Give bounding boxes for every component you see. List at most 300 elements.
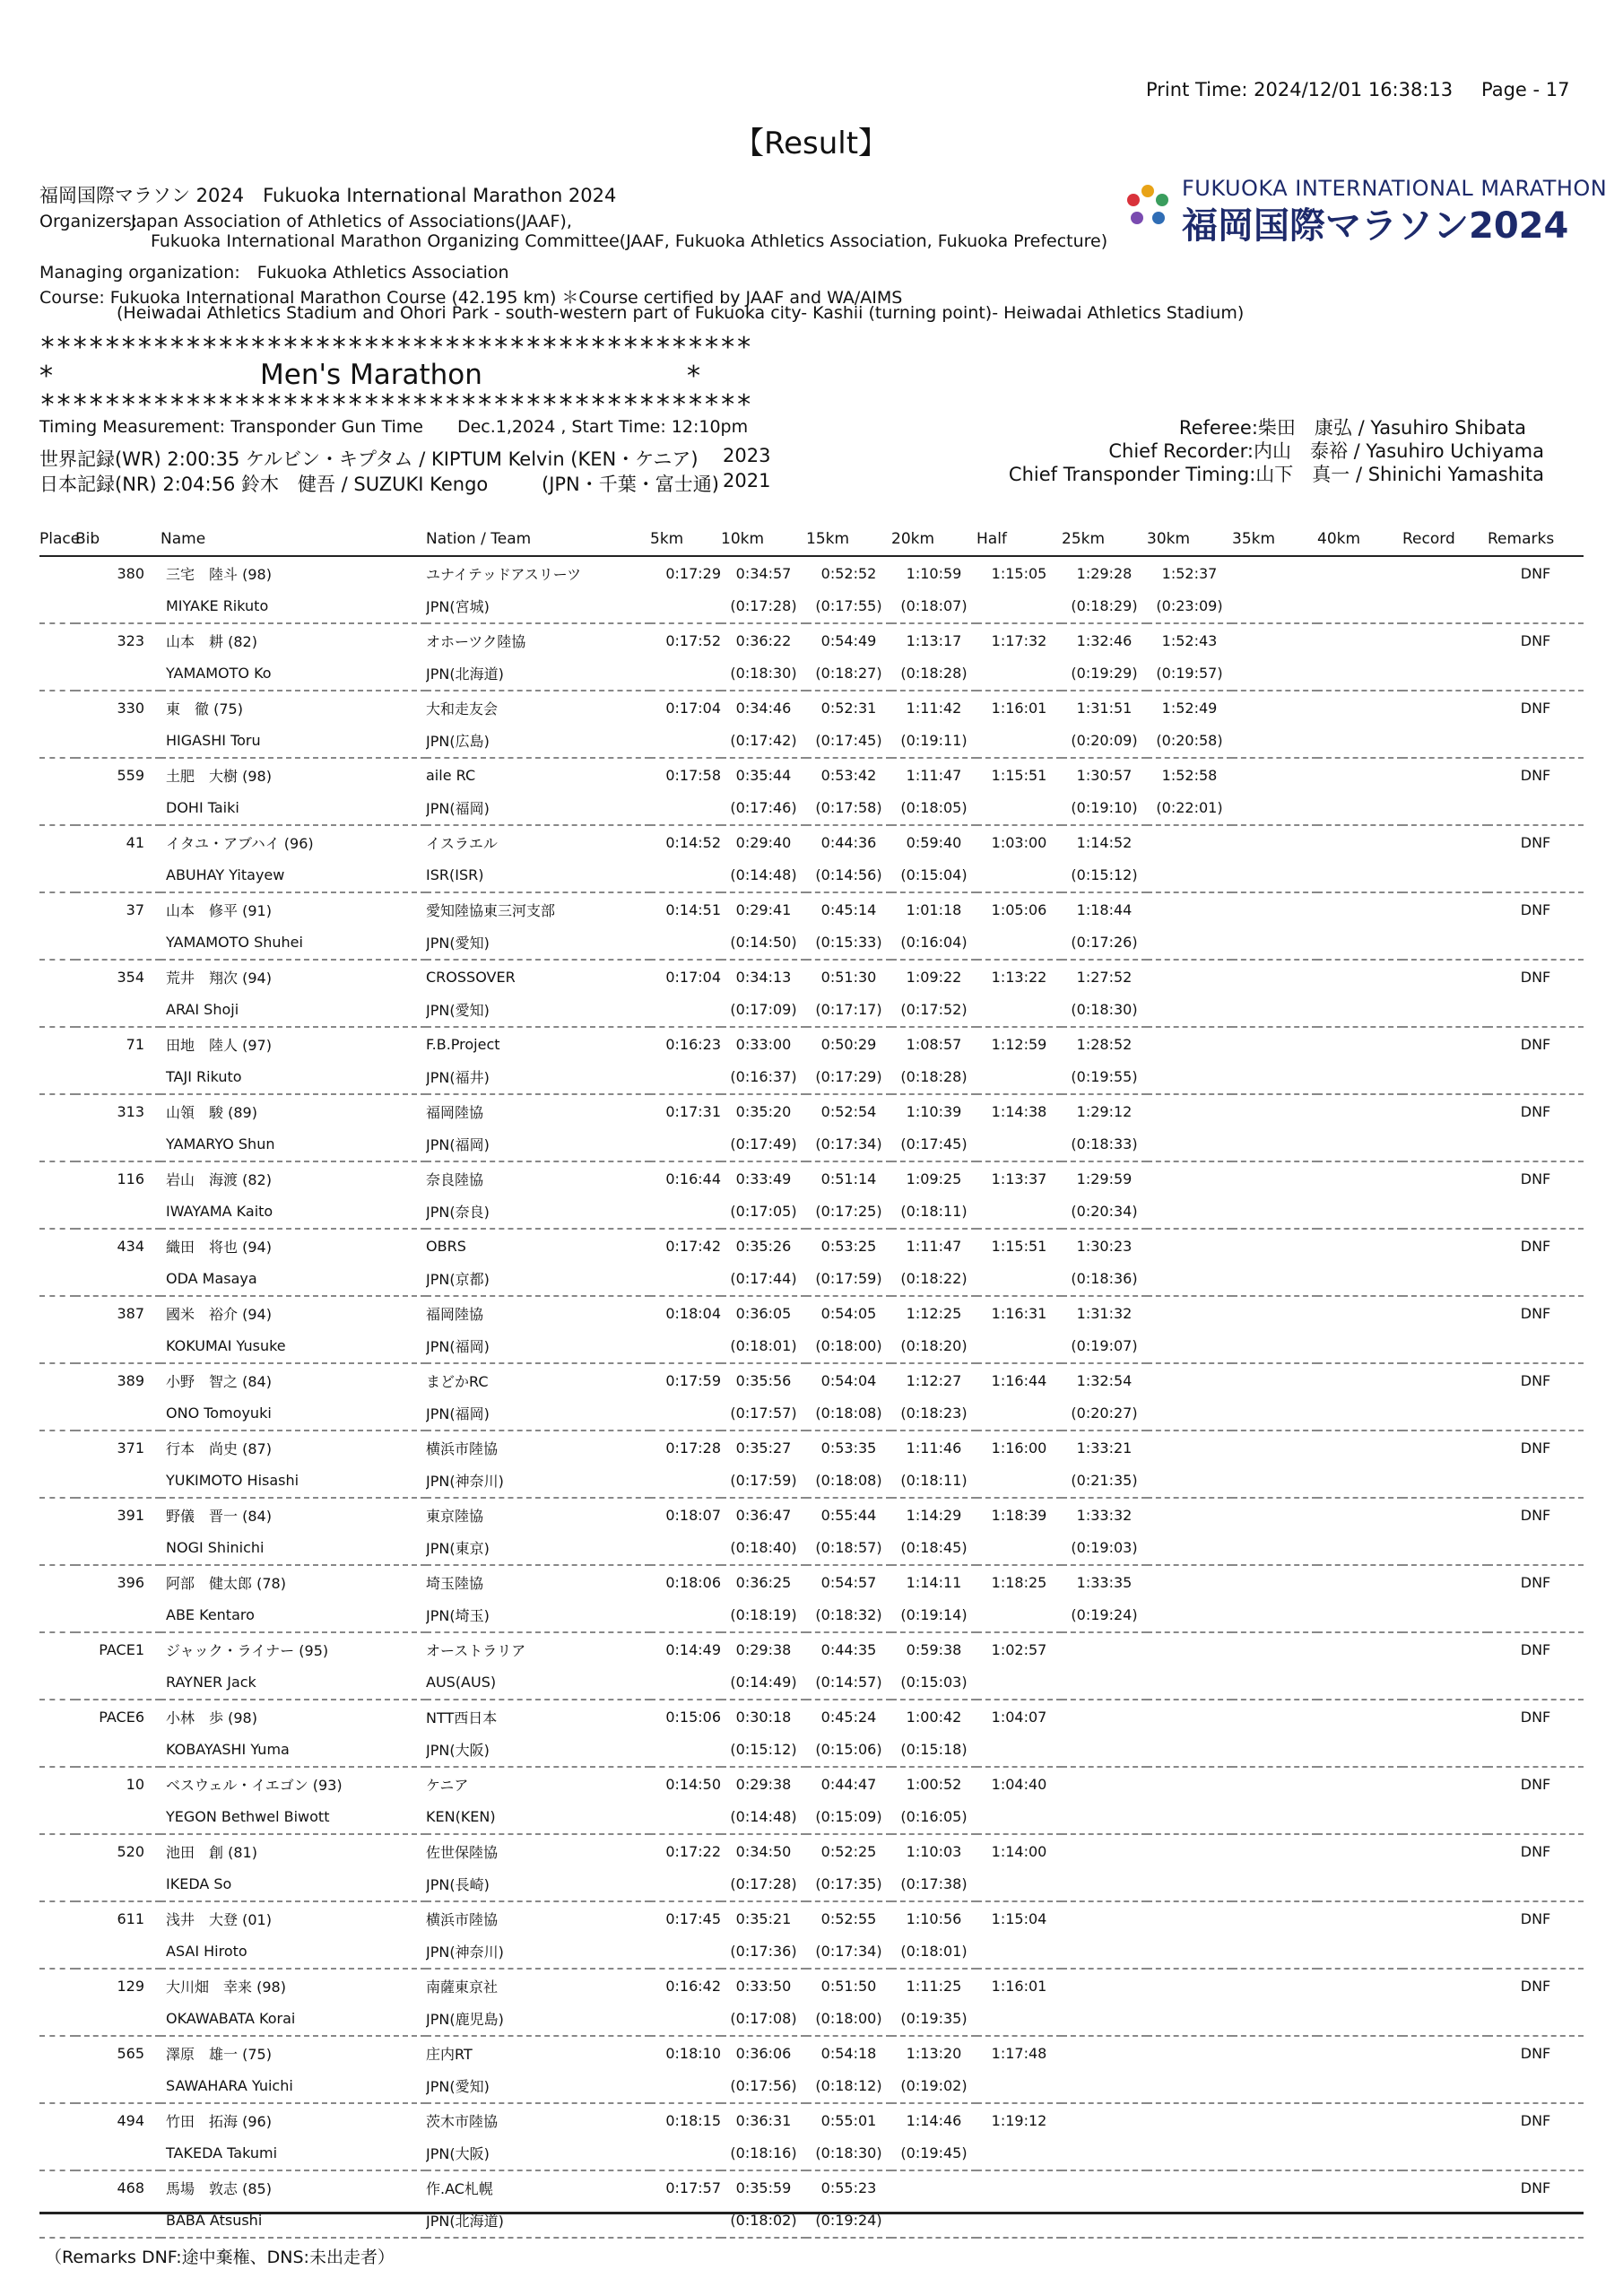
remarks-cell: DNF [1520,1640,1551,1658]
lap-time [976,657,1062,691]
split-time: 0:16:23 [665,1035,721,1053]
split-time: 0:18:15 [665,2111,721,2129]
split-time: 0:17:52 [665,631,721,649]
empty-cell [1402,1599,1488,1633]
empty-cell [1402,1397,1488,1431]
split-time-40km [1317,691,1402,725]
split-time [1147,1431,1232,1465]
split-time-40km [1317,1363,1402,1397]
split-time: 1:15:51 [991,1237,1047,1255]
split-time [1147,1969,1232,2003]
team-cell: 奈良陸協 [426,1170,484,1188]
split-time-35km [1232,825,1317,859]
split-time: 1:13:17 [906,631,962,649]
split-time-40km [1317,1161,1402,1196]
record-cell [1402,1969,1488,2003]
empty-cell [1317,792,1402,826]
team-cell: 愛知陸協東三河支部 [426,901,556,919]
empty-cell [1232,2205,1317,2239]
split-time: 0:34:57 [735,564,792,582]
split-time: 0:34:50 [735,1842,792,1860]
lap-time [1147,859,1232,893]
remarks-cell: DNF [1520,2111,1551,2129]
empty-cell [1488,1263,1584,1297]
empty-cell [1317,725,1402,759]
lap-time [976,2070,1062,2104]
split-time-35km [1232,1498,1317,1532]
place-cell [39,590,75,624]
empty-cell [1488,2003,1584,2037]
bib-cell: 389 [117,1371,144,1389]
empty-cell [1317,1397,1402,1431]
split-time: 0:34:13 [735,968,792,986]
split-time: 0:52:25 [820,1842,877,1860]
nation-cell: JPN(福岡) [426,1128,650,1162]
split-time: 0:55:44 [820,1506,877,1524]
split-time: 1:15:05 [991,564,1047,582]
split-time [1062,1834,1147,1868]
athlete-name-en: DOHI Taiki [161,792,426,826]
athlete-name-jp: 土肥 大樹 (98) [166,767,272,785]
empty-cell [1402,1330,1488,1364]
split-time [1147,1027,1232,1061]
split-time: 1:52:58 [1161,766,1218,784]
lap-time [1147,2070,1232,2104]
lap-time [650,590,721,624]
table-row [39,1901,1584,1935]
lap-time: (0:17:46) [721,792,806,826]
split-time: 1:14:46 [906,2111,962,2129]
empty-cell [1317,1196,1402,1230]
split-time: 1:00:52 [906,1775,962,1793]
remarks-legend: （Remarks DNF:途中棄権、DNS:未出走者） [45,2248,395,2267]
bib-cell [75,792,161,826]
lap-time [1062,2070,1147,2104]
remarks-cell: DNF [1520,1035,1551,1053]
split-time: 0:17:42 [665,1237,721,1255]
record-cell [1402,2170,1488,2205]
lap-time: (0:14:57) [806,1666,891,1700]
split-time: 1:15:04 [991,1909,1047,1927]
logo-japanese: 福岡国際マラソン2024 [1182,205,1569,247]
lap-time [1062,1801,1147,1835]
lap-time [976,1128,1062,1162]
bib-cell: 396 [117,1573,144,1591]
split-time: 0:30:18 [735,1708,792,1726]
athlete-name-en: HIGASHI Toru [161,725,426,759]
col-25km: 25km [1062,523,1147,556]
lap-time [1147,1196,1232,1230]
remarks-cell: DNF [1520,1977,1551,1995]
team-cell: OBRS [426,1237,466,1255]
bib-cell: 565 [117,2044,144,2062]
managing-organization: Managing organization: Fukuoka Athletics Association [39,263,509,283]
empty-cell [1402,1666,1488,1700]
lap-time: (0:18:40) [721,1532,806,1566]
split-time: 0:51:30 [820,968,877,986]
lap-time: (0:14:48) [721,859,806,893]
lap-time: (0:17:45) [806,725,891,759]
bib-cell [75,1330,161,1364]
split-time: 0:52:31 [820,699,877,717]
table-row-laps [39,1263,1584,1297]
table-row-laps [39,2205,1584,2239]
split-time: 0:33:50 [735,1977,792,1995]
stars-top: ******************************************** [39,332,752,363]
table-row-laps [39,590,1584,624]
athlete-name-en: ABUHAY Yitayew [161,859,426,893]
split-time: 0:14:52 [665,833,721,851]
split-time: 1:28:52 [1076,1035,1133,1053]
place-cell [39,1363,75,1397]
lap-time [650,657,721,691]
empty-cell [1488,657,1584,691]
lap-time: (0:16:04) [891,926,976,961]
bib-cell: 37 [126,900,144,918]
split-time-35km [1232,1094,1317,1128]
place-cell [39,1128,75,1162]
athlete-name-en: KOKUMAI Yusuke [161,1330,426,1364]
empty-cell [1317,2003,1402,2037]
bib-cell: 387 [117,1304,144,1322]
lap-time: (0:18:19) [721,1599,806,1633]
place-cell [39,1801,75,1835]
lap-time: (0:17:56) [721,2070,806,2104]
lap-time: (0:18:27) [806,657,891,691]
stars-right: * [687,361,700,392]
remarks-cell: DNF [1520,900,1551,918]
table-row [39,1027,1584,1061]
lap-time [650,792,721,826]
athlete-name-jp: 竹田 拓海 (96) [166,2112,272,2130]
place-cell [39,1599,75,1633]
table-row [39,2103,1584,2137]
bib-cell [75,1061,161,1095]
col-nation: Nation / Team [426,523,650,556]
col-20km: 20km [891,523,976,556]
empty-cell [1232,926,1317,961]
national-record-year: 2021 [723,470,771,491]
remarks-cell: DNF [1520,766,1551,784]
split-time: 1:11:46 [906,1439,962,1457]
table-row [39,1094,1584,1128]
lap-time: (0:17:09) [721,994,806,1028]
empty-cell [1317,1734,1402,1768]
split-time: 1:52:43 [1161,631,1218,649]
split-time-40km [1317,1632,1402,1666]
table-row-laps [39,2003,1584,2037]
athlete-name-jp: 小林 歩 (98) [166,1709,257,1726]
split-time: 1:31:51 [1076,699,1133,717]
lap-time: (0:18:33) [1062,1128,1147,1162]
split-time-40km [1317,1901,1402,1935]
nation-cell: ISR(ISR) [426,859,650,893]
remarks-cell: DNF [1520,631,1551,649]
empty-cell [1232,1599,1317,1633]
course-line-2: (Heiwadai Athletics Stadium and Ohori Park - south-western part of Fukuoka city- Kashii (turning point)- Heiwadai Athletics Stadium) [117,303,1245,323]
record-cell [1402,1834,1488,1868]
table-row [39,623,1584,657]
split-time: 0:54:57 [820,1573,877,1591]
split-time [1062,2036,1147,2070]
split-time: 0:36:25 [735,1573,792,1591]
bib-cell [75,1734,161,1768]
table-row [39,1632,1584,1666]
split-time [1147,1498,1232,1532]
split-time: 0:18:10 [665,2044,721,2062]
place-cell [39,1296,75,1330]
split-time-35km [1232,1363,1317,1397]
world-record-year: 2023 [723,445,771,466]
record-cell [1402,1498,1488,1532]
lap-time [1062,1666,1147,1700]
lap-time [1147,1061,1232,1095]
split-time-35km [1232,1161,1317,1196]
results-table [39,523,1584,2239]
split-time: 0:14:50 [665,1775,721,1793]
split-time [1147,1565,1232,1599]
lap-time: (0:18:05) [891,792,976,826]
lap-time [976,1465,1062,1499]
lap-time [1062,2205,1147,2239]
split-time: 0:34:46 [735,699,792,717]
empty-cell [1317,2205,1402,2239]
bib-cell [75,657,161,691]
lap-time: (0:19:10) [1062,792,1147,826]
empty-cell [1488,590,1584,624]
remarks-cell: DNF [1520,968,1551,986]
empty-cell [1232,1061,1317,1095]
lap-time: (0:17:38) [891,1868,976,1902]
lap-time: (0:17:44) [721,1263,806,1297]
empty-cell [1402,657,1488,691]
split-time: 0:52:52 [820,564,877,582]
split-time: 0:59:40 [906,833,962,851]
split-time: 1:12:25 [906,1304,962,1322]
record-cell [1402,1161,1488,1196]
split-time: 1:10:56 [906,1909,962,1927]
place-cell [39,1196,75,1230]
split-time: 1:11:25 [906,1977,962,1995]
bib-cell: 494 [117,2111,144,2129]
bib-cell: 129 [117,1977,144,1995]
lap-time: (0:19:55) [1062,1061,1147,1095]
athlete-name-en: IWAYAMA Kaito [161,1196,426,1230]
remarks-cell: DNF [1520,2179,1551,2196]
table-row-laps [39,725,1584,759]
empty-cell [1232,1196,1317,1230]
table-row-laps [39,1532,1584,1566]
lap-time [650,2137,721,2171]
lap-time: (0:15:18) [891,1734,976,1768]
split-time: 0:17:04 [665,699,721,717]
empty-cell [1488,1196,1584,1230]
team-cell: オホーツク陸協 [426,632,526,650]
split-time-40km [1317,1767,1402,1801]
team-cell: 作.AC札幌 [426,2179,493,2197]
lap-time: (0:20:09) [1062,725,1147,759]
empty-cell [1488,1397,1584,1431]
split-time-40km [1317,1565,1402,1599]
empty-cell [1317,1128,1402,1162]
split-time: 1:12:59 [991,1035,1047,1053]
athlete-name-jp: 馬場 敦志 (85) [166,2179,272,2197]
split-time-35km [1232,1901,1317,1935]
athlete-name-en: ARAI Shoji [161,994,426,1028]
table-row [39,2170,1584,2205]
empty-cell [1232,859,1317,893]
nation-cell: JPN(大阪) [426,2137,650,2171]
empty-cell [1488,1935,1584,1970]
athlete-name-en: BABA Atsushi [161,2205,426,2239]
place-cell [39,1263,75,1297]
lap-time [976,792,1062,826]
athlete-name-jp: イタユ・アブハイ (96) [166,834,314,852]
lap-time [650,2003,721,2037]
empty-cell [1488,1801,1584,1835]
bib-cell [75,1935,161,1970]
split-time: 1:14:29 [906,1506,962,1524]
table-row [39,1498,1584,1532]
split-time: 0:18:07 [665,1506,721,1524]
split-time: 0:51:14 [820,1170,877,1187]
lap-time: (0:18:08) [806,1465,891,1499]
record-cell [1402,1700,1488,1734]
lap-time [976,1599,1062,1633]
split-time: 0:35:21 [735,1909,792,1927]
empty-cell [1317,1666,1402,1700]
lap-time [1147,1801,1232,1835]
team-cell: aile RC [426,766,476,784]
lap-time [976,1263,1062,1297]
record-cell [1402,1363,1488,1397]
empty-cell [1317,1330,1402,1364]
bib-cell [75,1128,161,1162]
split-time: 1:02:57 [991,1640,1047,1658]
athlete-name-jp: 阿部 健太郎 (78) [166,1574,286,1592]
place-cell [39,1229,75,1263]
split-time-35km [1232,960,1317,994]
bib-cell: 10 [126,1775,144,1793]
place-cell [39,1498,75,1532]
lap-time [1147,2137,1232,2171]
empty-cell [1402,1128,1488,1162]
split-time [1147,960,1232,994]
lap-time: (0:17:45) [891,1128,976,1162]
place-cell [39,1969,75,2003]
lap-time [1062,1734,1147,1768]
split-time-40km [1317,1027,1402,1061]
split-time: 1:04:07 [991,1708,1047,1726]
split-time: 0:33:00 [735,1035,792,1053]
place-cell [39,1834,75,1868]
split-time: 1:52:37 [1161,564,1218,582]
lap-time: (0:18:11) [891,1196,976,1230]
lap-time: (0:18:22) [891,1263,976,1297]
empty-cell [1232,1397,1317,1431]
split-time: 1:29:12 [1076,1102,1133,1120]
lap-time [650,725,721,759]
bib-cell [75,1196,161,1230]
empty-cell [1488,1061,1584,1095]
athlete-name-jp: 織田 将也 (94) [166,1238,272,1256]
record-cell [1402,825,1488,859]
place-cell [39,623,75,657]
empty-cell [1402,2003,1488,2037]
athlete-name-en: YUKIMOTO Hisashi [161,1465,426,1499]
empty-cell [1317,926,1402,961]
split-time: 1:30:57 [1076,766,1133,784]
split-time [1147,1767,1232,1801]
lap-time [650,1666,721,1700]
athlete-name-jp: 山本 耕 (82) [166,632,257,650]
nation-cell: JPN(広島) [426,725,650,759]
place-cell [39,1901,75,1935]
split-time: 1:13:37 [991,1170,1047,1187]
lap-time [1147,2205,1232,2239]
split-time: 0:17:22 [665,1842,721,1860]
athlete-name-jp: 行本 尚史 (87) [166,1439,272,1457]
lap-time [1147,2003,1232,2037]
split-time [1147,2170,1232,2205]
table-row [39,1431,1584,1465]
team-cell: 大和走友会 [426,700,499,718]
lap-time [650,926,721,961]
lap-time: (0:16:05) [891,1801,976,1835]
split-time: 0:17:45 [665,1909,721,1927]
team-cell: 東京陸協 [426,1507,484,1525]
empty-cell [1317,657,1402,691]
lap-time: (0:20:58) [1147,725,1232,759]
split-time: 0:53:35 [820,1439,877,1457]
nation-cell: AUS(AUS) [426,1666,650,1700]
record-cell [1402,960,1488,994]
table-row-laps [39,1061,1584,1095]
table-row-laps [39,1330,1584,1364]
lap-time [1062,2003,1147,2037]
empty-cell [1317,859,1402,893]
split-time [891,2170,976,2205]
remarks-cell: DNF [1520,1909,1551,1927]
split-time [1147,1094,1232,1128]
bib-cell: PACE1 [99,1640,144,1658]
split-time: 1:14:38 [991,1102,1047,1120]
col-half: Half [976,523,1062,556]
remarks-cell: DNF [1520,1237,1551,1255]
empty-cell [1232,1801,1317,1835]
empty-cell [1402,725,1488,759]
split-time-35km [1232,1834,1317,1868]
empty-cell [1402,2070,1488,2104]
table-row-laps [39,1465,1584,1499]
split-time-40km [1317,825,1402,859]
lap-time: (0:18:07) [891,590,976,624]
place-cell [39,2003,75,2037]
team-cell: 茨木市陸協 [426,2112,499,2130]
table-row [39,1969,1584,2003]
split-time: 1:05:06 [991,900,1047,918]
team-cell: イスラエル [426,834,498,852]
split-time [976,2170,1062,2205]
lap-time [1147,926,1232,961]
empty-cell [1488,2070,1584,2104]
bib-cell: 611 [117,1909,144,1927]
place-cell [39,1565,75,1599]
bib-cell: 434 [117,1237,144,1255]
bib-cell [75,926,161,961]
athlete-name-jp: 池田 創 (81) [166,1843,257,1861]
split-time: 0:17:59 [665,1371,721,1389]
